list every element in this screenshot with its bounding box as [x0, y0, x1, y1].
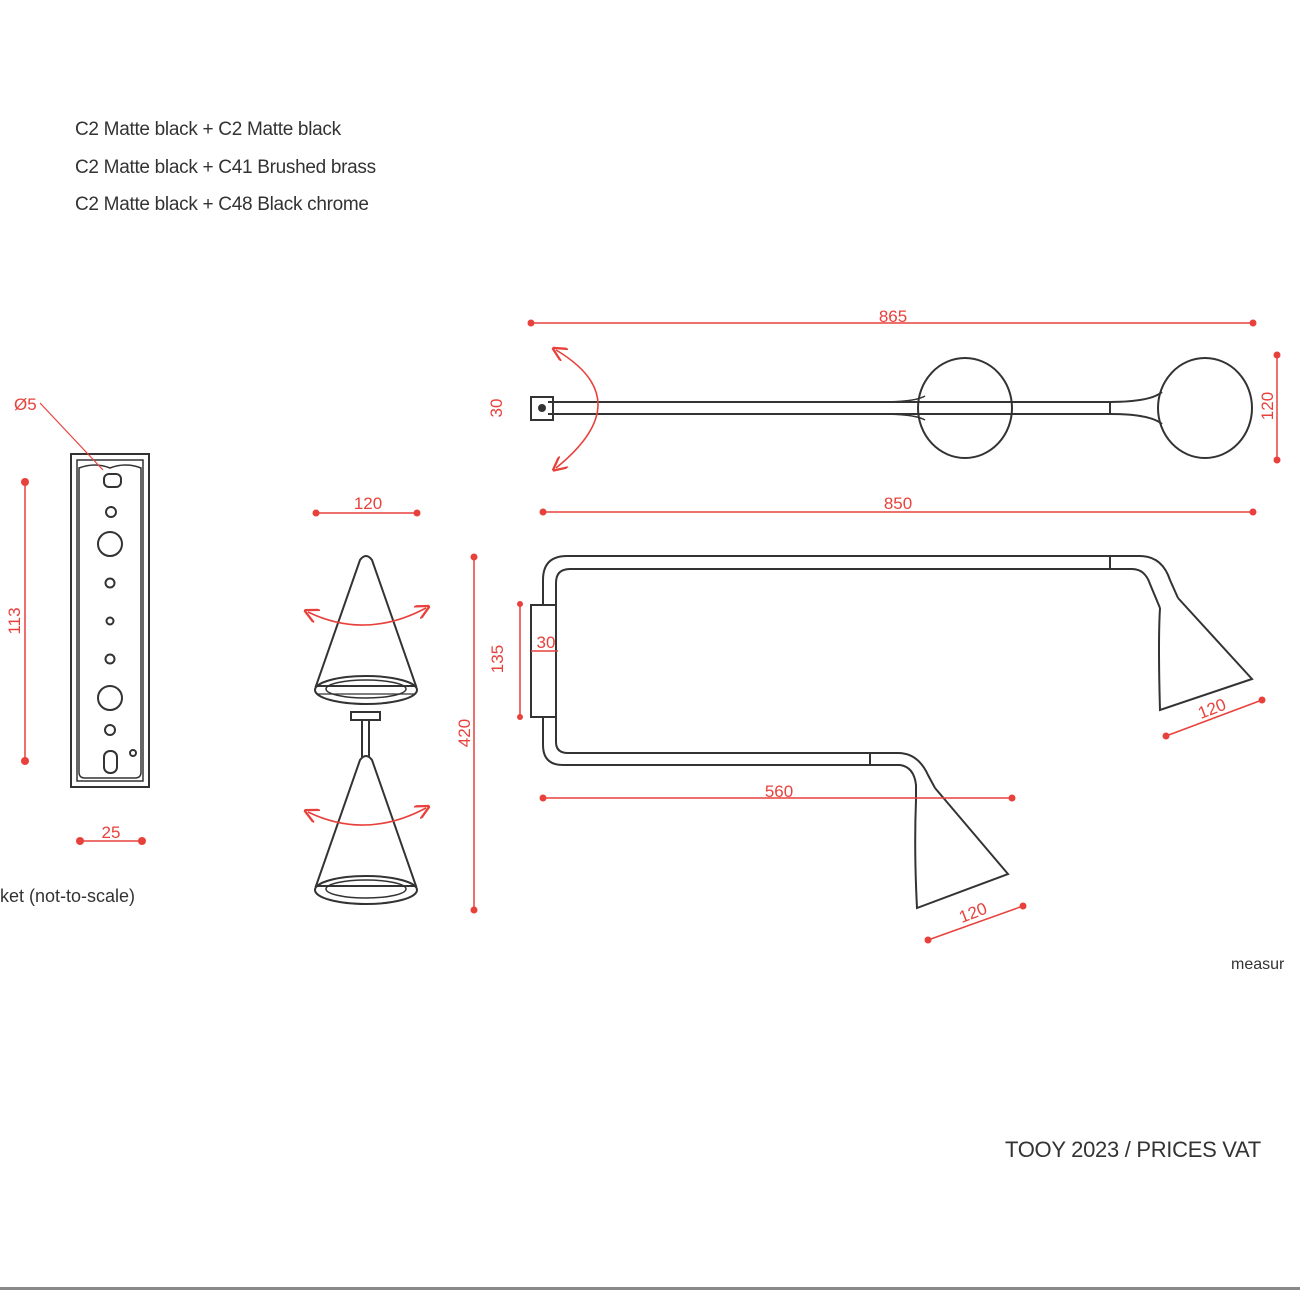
bottom-divider [0, 1287, 1300, 1290]
side-view-drawing [531, 556, 1252, 908]
side-plate-depth-label: 30 [536, 633, 556, 652]
measure-note: measur [1231, 956, 1285, 973]
front-shade-width-label: 120 [353, 494, 383, 513]
finish-option-1: C2 Matte black + C2 Matte black [75, 119, 341, 140]
top-mount-label: 30 [487, 398, 506, 418]
side-view-dimensions [517, 509, 1266, 944]
side-length-label: 850 [883, 494, 913, 513]
bracket-width-label: 25 [101, 823, 121, 842]
footer-text: TOOY 2023 / PRICES VAT [1005, 1137, 1261, 1162]
front-height-label: 420 [455, 718, 474, 748]
top-view-dimensions [528, 320, 1281, 469]
side-upper-shade-label: 120 [1195, 694, 1229, 723]
bracket-height-label: 113 [5, 607, 24, 635]
side-lower-shade-label: 120 [956, 898, 990, 927]
side-lower-arm-label: 560 [764, 782, 794, 801]
front-view-drawing [315, 556, 417, 904]
side-plate-height-label: 135 [488, 644, 507, 674]
bracket-drawing [71, 454, 149, 787]
top-length-label: 865 [878, 307, 908, 326]
bracket-hole-label: Ø5 [14, 395, 37, 414]
finish-option-3: C2 Matte black + C48 Black chrome [75, 194, 369, 215]
finish-option-2: C2 Matte black + C41 Brushed brass [75, 157, 376, 178]
top-shade-diameter-label: 120 [1258, 391, 1277, 421]
top-view-drawing [531, 358, 1252, 458]
front-view-dimensions [306, 510, 478, 914]
bracket-caption: ket (not-to-scale) [0, 886, 136, 906]
